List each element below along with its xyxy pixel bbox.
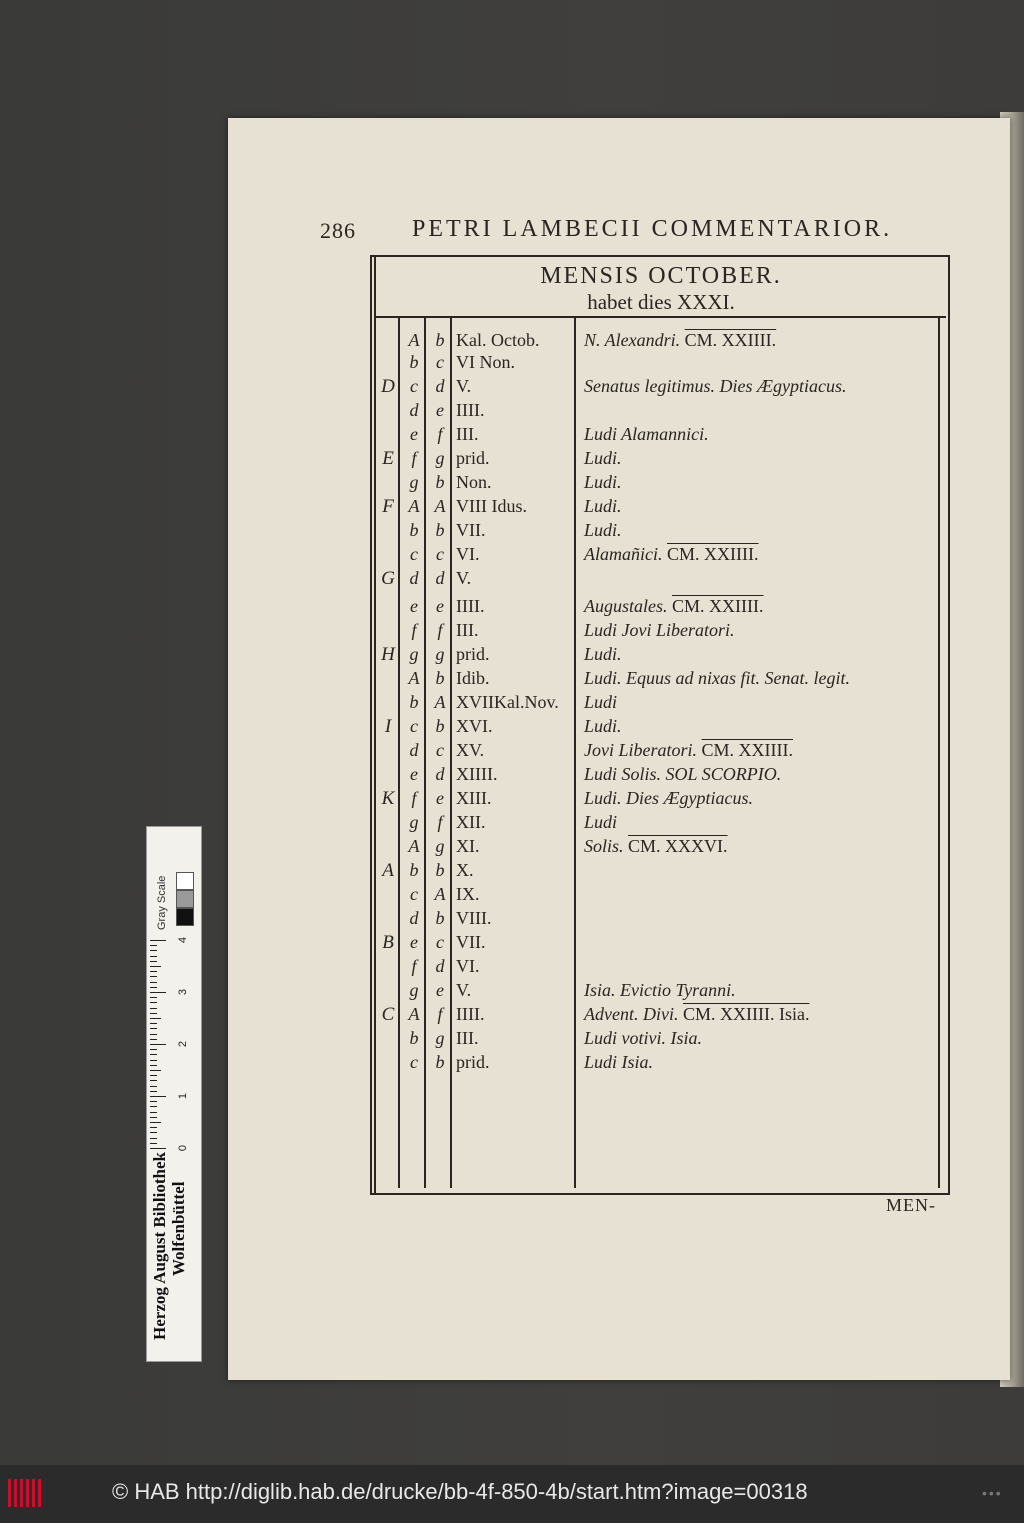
nundinal-letter: f — [411, 620, 417, 640]
lunar-letter: f — [437, 812, 443, 832]
day-label: III. — [456, 424, 479, 444]
note-text: Ludi. — [584, 520, 622, 540]
lunar-letter: b — [435, 520, 445, 540]
calendar-row — [376, 496, 936, 519]
nundinal-letter: A — [408, 330, 420, 350]
ruler-tick — [150, 997, 157, 998]
calendar-row — [376, 836, 936, 859]
gray-swatch — [176, 908, 194, 926]
day-label: Kal. Octob. — [456, 330, 540, 350]
cm-mark: CM. XXIIII. — [667, 544, 759, 564]
nundinal-letter: c — [410, 884, 418, 904]
note-text: Ludi. — [584, 716, 622, 736]
nundinal-letter: A — [408, 668, 420, 688]
row-note — [584, 496, 934, 517]
calendar-row — [376, 448, 936, 471]
day-label: prid. — [456, 1052, 490, 1072]
note-text: Advent. Divi. — [584, 1004, 679, 1024]
row-note — [584, 448, 934, 469]
day-label: prid. — [456, 644, 490, 664]
running-head — [320, 216, 950, 250]
nundinal-letter: e — [410, 424, 418, 444]
calendar-row — [376, 692, 936, 715]
nundinal-letter: A — [408, 836, 420, 856]
calendar-row — [376, 860, 936, 883]
day-label: Non. — [456, 472, 492, 492]
day-label: VI Non. — [456, 352, 515, 372]
day-label: XIIII. — [456, 764, 498, 784]
row-note — [584, 668, 934, 689]
day-label: XI. — [456, 836, 480, 856]
day-label: V. — [456, 980, 472, 1000]
calendar-row — [376, 520, 936, 543]
day-label: VI. — [456, 956, 480, 976]
lunar-letter: c — [436, 544, 444, 564]
lunar-letter: A — [434, 496, 446, 516]
day-label: VII. — [456, 932, 486, 952]
lunar-letter: d — [435, 376, 445, 396]
lunar-letter: b — [435, 668, 445, 688]
dominical-letter: E — [382, 448, 394, 469]
cm-mark: CM. XXIIII. — [684, 330, 777, 350]
day-label: Idib. — [456, 668, 490, 688]
calendar-row — [376, 716, 936, 739]
nundinal-letter: b — [409, 520, 419, 540]
nundinal-letter: e — [410, 596, 418, 616]
dominical-letter: D — [381, 376, 395, 397]
calendar-row — [376, 472, 936, 495]
row-note — [584, 330, 934, 351]
nundinal-letter: c — [410, 716, 418, 736]
ruler-number: 1 — [177, 1092, 190, 1100]
ruler-tick — [150, 992, 166, 993]
note-text: Ludi. — [584, 472, 622, 492]
ruler-tick — [150, 966, 161, 967]
calendar-row — [376, 1052, 936, 1075]
dominical-letter: A — [382, 860, 394, 881]
day-label: VII. — [456, 520, 486, 540]
day-label: III. — [456, 1028, 479, 1048]
row-note — [584, 424, 934, 445]
note-text: Augustales. — [584, 596, 668, 616]
lunar-letter: d — [435, 764, 445, 784]
note-text: Ludi Jovi Liberatori. — [584, 620, 735, 640]
source-url[interactable]: © HAB http://diglib.hab.de/drucke/bb-4f-850-4b/start.htm?image=00318 — [112, 1479, 808, 1504]
note-text: Ludi. Dies Ægyptiacus. — [584, 788, 753, 808]
row-note — [584, 764, 934, 785]
calendar-row — [376, 568, 936, 591]
day-label: VIII. — [456, 908, 492, 928]
calendar-row — [376, 644, 936, 667]
note-text: Ludi Alamannici. — [584, 424, 709, 444]
gray-swatch — [176, 872, 194, 890]
calendar-row — [376, 376, 936, 399]
calendar-row — [376, 330, 936, 353]
nundinal-letter: c — [410, 1052, 418, 1072]
lunar-letter: g — [435, 448, 445, 468]
calendar-row — [376, 740, 936, 763]
lunar-letter: e — [436, 980, 444, 1000]
day-label: VI. — [456, 544, 480, 564]
dominical-letter: C — [381, 1004, 395, 1025]
lunar-letter: f — [437, 620, 443, 640]
catchword: MEN- — [886, 1195, 936, 1215]
nundinal-letter: g — [409, 472, 419, 492]
nundinal-letter: b — [409, 1028, 419, 1048]
calendar-row — [376, 932, 936, 955]
note-text: Senatus legitimus. Dies Ægyptiacus. — [584, 376, 847, 396]
note-text: Ludi Solis. SOL SCORPIO. — [584, 764, 782, 784]
calendar-row — [376, 620, 936, 643]
cm-mark: CM. XXXVI. — [628, 836, 728, 856]
row-note — [584, 620, 934, 641]
row-note — [584, 644, 934, 665]
nundinal-letter: e — [410, 932, 418, 952]
day-label: VIII Idus. — [456, 496, 527, 516]
ruler-number: 0 — [177, 1144, 190, 1152]
lunar-letter: g — [435, 836, 445, 856]
library-label — [150, 1000, 188, 1340]
ruler-tick — [150, 987, 157, 988]
dominical-letter: I — [384, 716, 392, 737]
dominical-letter: G — [381, 568, 395, 589]
day-label: IX. — [456, 884, 480, 904]
lunar-letter: A — [434, 884, 446, 904]
lunar-letter: e — [436, 400, 444, 420]
note-text: Ludi — [584, 692, 618, 712]
nundinal-letter: d — [409, 740, 419, 760]
calendar-row — [376, 596, 936, 619]
ruler-number: 2 — [177, 1040, 190, 1048]
dominical-letter: H — [381, 644, 395, 665]
calendar-row — [376, 764, 936, 787]
nundinal-letter: A — [408, 1004, 420, 1024]
nundinal-letter: g — [409, 644, 419, 664]
nundinal-letter: c — [410, 376, 418, 396]
library-line-2: Wolfenbüttel — [169, 1181, 188, 1276]
lunar-letter: g — [435, 1028, 445, 1048]
lunar-letter: c — [436, 740, 444, 760]
nundinal-letter: b — [409, 860, 419, 880]
row-note — [584, 1052, 934, 1073]
ruler-tick — [150, 940, 166, 941]
calendar-row — [376, 668, 936, 691]
row-note — [584, 596, 934, 617]
library-line-1: Herzog August Bibliothek — [150, 1152, 169, 1340]
nundinal-letter: g — [409, 812, 419, 832]
day-label: prid. — [456, 448, 490, 468]
lunar-letter: b — [435, 330, 445, 350]
calendar-row — [376, 788, 936, 811]
row-note — [584, 716, 934, 737]
ruler-number: 3 — [177, 988, 190, 996]
calendar-header — [376, 258, 946, 318]
dominical-letter: F — [382, 496, 394, 517]
page-number: 286 — [320, 218, 356, 243]
more-dots-icon[interactable]: ••• — [982, 1485, 1003, 1501]
note-text: Jovi Liberatori. — [584, 740, 697, 760]
row-note — [584, 472, 934, 493]
ruler-number: 4 — [177, 936, 190, 944]
note-text: Ludi. — [584, 496, 622, 516]
nundinal-letter: e — [410, 764, 418, 784]
footer-bar — [0, 1465, 1024, 1523]
row-note — [584, 544, 934, 565]
note-text: Ludi. Equus ad nixas fit. Senat. legit. — [584, 668, 850, 688]
calendar-row — [376, 400, 936, 423]
note-text: Ludi votivi. Isia. — [584, 1028, 702, 1048]
day-label: XVI. — [456, 716, 493, 736]
nundinal-letter: f — [411, 448, 417, 468]
month-title: MENSIS OCTOBER. — [540, 263, 782, 289]
column-rule — [938, 318, 940, 1188]
month-subtitle: habet dies XXXI. — [587, 290, 735, 314]
day-label: XVIIKal.Nov. — [456, 692, 559, 712]
lunar-letter: c — [436, 352, 444, 372]
calendar-row — [376, 812, 936, 835]
ruler-tick — [150, 976, 157, 977]
nundinal-letter: f — [411, 956, 417, 976]
row-note — [584, 980, 934, 1001]
row-note — [584, 692, 934, 713]
note-text: Isia. Evictio Tyranni. — [584, 980, 736, 1000]
calendar-row — [376, 544, 936, 567]
note-text: N. Alexandri. — [584, 330, 681, 350]
gray-swatch — [176, 890, 194, 908]
ruler-tick — [150, 971, 157, 972]
nundinal-letter: f — [411, 788, 417, 808]
nundinal-letter: g — [409, 980, 419, 1000]
lunar-letter: g — [435, 644, 445, 664]
dominical-letter: K — [381, 788, 395, 809]
ruler-tick — [150, 950, 157, 951]
lunar-letter: A — [434, 692, 446, 712]
row-note — [584, 1004, 934, 1025]
day-label: XII. — [456, 812, 486, 832]
calendar-row — [376, 908, 936, 931]
calendar-row — [376, 352, 936, 375]
ruler-tick — [150, 945, 157, 946]
day-label: III. — [456, 620, 479, 640]
nundinal-letter: A — [408, 496, 420, 516]
day-label: IIII. — [456, 1004, 485, 1024]
day-label: XV. — [456, 740, 485, 760]
note-text: Solis. — [584, 836, 624, 856]
row-note — [584, 812, 934, 833]
lunar-letter: f — [437, 1004, 443, 1024]
cm-mark: CM. XXIIII. Isia. — [682, 1004, 810, 1024]
nundinal-letter: b — [409, 692, 419, 712]
nundinal-letter: c — [410, 544, 418, 564]
row-note — [584, 376, 934, 397]
note-text: Alamañici. — [584, 544, 663, 564]
calendar-row — [376, 980, 936, 1003]
day-label: IIII. — [456, 400, 485, 420]
lunar-letter: e — [436, 788, 444, 808]
cm-mark: CM. XXIIII. — [672, 596, 764, 616]
note-text: Ludi — [584, 812, 618, 832]
note-text: Ludi Isia. — [584, 1052, 654, 1072]
lunar-letter: b — [435, 716, 445, 736]
calendar-row — [376, 1028, 936, 1051]
nundinal-letter: d — [409, 568, 419, 588]
calendar-row — [376, 956, 936, 979]
calendar-row — [376, 884, 936, 907]
lunar-letter: b — [435, 860, 445, 880]
lunar-letter: c — [436, 932, 444, 952]
nundinal-letter: b — [409, 352, 419, 372]
lunar-letter: f — [437, 424, 443, 444]
dominical-letter: B — [382, 932, 394, 953]
calendar-row — [376, 1004, 936, 1027]
row-note — [584, 740, 934, 761]
lunar-letter: b — [435, 908, 445, 928]
day-label: X. — [456, 860, 474, 880]
row-note — [584, 788, 934, 809]
lunar-letter: d — [435, 568, 445, 588]
running-title: PETRI LAMBECII COMMENTARIOR. — [412, 216, 893, 242]
lunar-letter: e — [436, 596, 444, 616]
day-label: V. — [456, 376, 472, 396]
day-label: V. — [456, 568, 472, 588]
day-label: XIII. — [456, 788, 492, 808]
calendar-row — [376, 424, 936, 447]
ruler-tick — [150, 956, 157, 957]
gray-scale-label: Gray Scale — [156, 875, 168, 930]
nundinal-letter: d — [409, 400, 419, 420]
row-note — [584, 1028, 934, 1049]
cm-mark: CM. XXIIII. — [701, 740, 793, 760]
note-text: Ludi. — [584, 448, 622, 468]
ruler-tick — [150, 982, 157, 983]
row-note — [584, 836, 934, 857]
note-text: Ludi. — [584, 644, 622, 664]
hab-logo-icon — [8, 1479, 46, 1507]
lunar-letter: b — [435, 1052, 445, 1072]
nundinal-letter: d — [409, 908, 419, 928]
ruler-tick — [150, 961, 157, 962]
row-note — [584, 520, 934, 541]
lunar-letter: d — [435, 956, 445, 976]
day-label: IIII. — [456, 596, 485, 616]
lunar-letter: b — [435, 472, 445, 492]
